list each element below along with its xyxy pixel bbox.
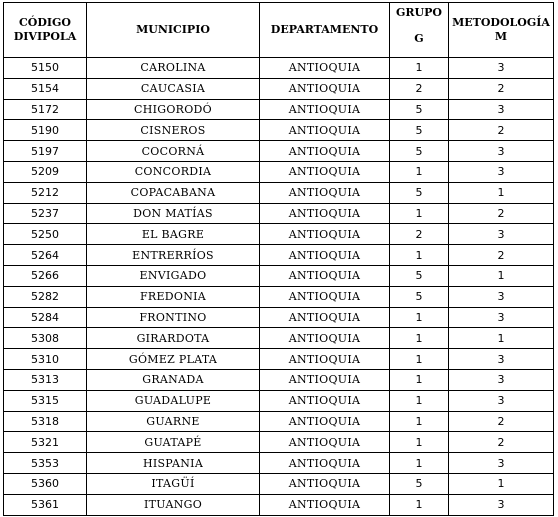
cell-departamento: ANTIOQUIA <box>260 78 390 99</box>
cell-grupo: 5 <box>390 99 449 120</box>
cell-departamento: ANTIOQUIA <box>260 349 390 370</box>
header-codigo: CÓDIGO DIVIPOLA <box>4 3 87 58</box>
cell-departamento: ANTIOQUIA <box>260 161 390 182</box>
header-metodologia: METODOLOGÍA M <box>449 3 554 58</box>
cell-departamento: ANTIOQUIA <box>260 141 390 162</box>
cell-municipio: GUADALUPE <box>87 390 260 411</box>
cell-municipio: CONCORDIA <box>87 161 260 182</box>
table-row <box>4 286 554 307</box>
table-row <box>4 328 554 349</box>
cell-codigo: 5310 <box>4 349 87 370</box>
cell-metodologia: 2 <box>449 432 554 453</box>
cell-grupo: 5 <box>390 182 449 203</box>
cell-departamento: ANTIOQUIA <box>260 453 390 474</box>
cell-grupo: 2 <box>390 78 449 99</box>
cell-municipio: CAUCASIA <box>87 78 260 99</box>
cell-municipio: FREDONIA <box>87 286 260 307</box>
cell-grupo: 1 <box>390 369 449 390</box>
cell-grupo: 1 <box>390 453 449 474</box>
cell-codigo: 5266 <box>4 265 87 286</box>
cell-grupo: 5 <box>390 120 449 141</box>
cell-metodologia: 3 <box>449 390 554 411</box>
cell-codigo: 5315 <box>4 390 87 411</box>
cell-departamento: ANTIOQUIA <box>260 203 390 224</box>
cell-grupo: 1 <box>390 328 449 349</box>
cell-grupo: 2 <box>390 224 449 245</box>
cell-grupo: 1 <box>390 161 449 182</box>
cell-municipio: GUATAPÉ <box>87 432 260 453</box>
cell-departamento: ANTIOQUIA <box>260 286 390 307</box>
cell-municipio: ENTRERRÍOS <box>87 245 260 266</box>
cell-metodologia: 3 <box>449 307 554 328</box>
cell-metodologia: 3 <box>449 161 554 182</box>
cell-codigo: 5250 <box>4 224 87 245</box>
table-body <box>4 58 554 516</box>
cell-codigo: 5360 <box>4 473 87 494</box>
header-grupo-line2: G <box>414 32 424 45</box>
cell-grupo: 1 <box>390 349 449 370</box>
cell-metodologia: 1 <box>449 182 554 203</box>
municipios-table <box>3 2 554 516</box>
cell-metodologia: 1 <box>449 473 554 494</box>
cell-codigo: 5154 <box>4 78 87 99</box>
cell-metodologia: 2 <box>449 78 554 99</box>
table-row <box>4 411 554 432</box>
cell-metodologia: 1 <box>449 265 554 286</box>
cell-municipio: COCORNÁ <box>87 141 260 162</box>
cell-grupo: 1 <box>390 203 449 224</box>
cell-metodologia: 3 <box>449 369 554 390</box>
cell-grupo: 5 <box>390 265 449 286</box>
cell-metodologia: 3 <box>449 494 554 515</box>
cell-departamento: ANTIOQUIA <box>260 369 390 390</box>
cell-departamento: ANTIOQUIA <box>260 265 390 286</box>
cell-grupo: 1 <box>390 411 449 432</box>
cell-municipio: DON MATÍAS <box>87 203 260 224</box>
cell-municipio: GÓMEZ PLATA <box>87 349 260 370</box>
table-row <box>4 99 554 120</box>
cell-municipio: EL BAGRE <box>87 224 260 245</box>
cell-departamento: ANTIOQUIA <box>260 473 390 494</box>
cell-municipio: COPACABANA <box>87 182 260 203</box>
cell-departamento: ANTIOQUIA <box>260 390 390 411</box>
cell-metodologia: 2 <box>449 120 554 141</box>
cell-departamento: ANTIOQUIA <box>260 432 390 453</box>
cell-codigo: 5282 <box>4 286 87 307</box>
table-row <box>4 453 554 474</box>
cell-departamento: ANTIOQUIA <box>260 494 390 515</box>
table-row <box>4 203 554 224</box>
cell-grupo: 5 <box>390 286 449 307</box>
cell-municipio: CISNEROS <box>87 120 260 141</box>
header-municipio: MUNICIPIO <box>87 3 260 58</box>
cell-metodologia: 2 <box>449 245 554 266</box>
cell-municipio: CAROLINA <box>87 58 260 79</box>
cell-codigo: 5190 <box>4 120 87 141</box>
header-row <box>4 3 554 58</box>
table-row <box>4 58 554 79</box>
header-grupo <box>390 3 449 58</box>
table-row <box>4 161 554 182</box>
cell-codigo: 5318 <box>4 411 87 432</box>
cell-departamento: ANTIOQUIA <box>260 224 390 245</box>
cell-municipio: HISPANIA <box>87 453 260 474</box>
table-row <box>4 120 554 141</box>
table-row <box>4 390 554 411</box>
cell-metodologia: 3 <box>449 286 554 307</box>
cell-municipio: GUARNE <box>87 411 260 432</box>
table-header <box>4 3 554 58</box>
cell-departamento: ANTIOQUIA <box>260 411 390 432</box>
cell-grupo: 5 <box>390 141 449 162</box>
cell-metodologia: 3 <box>449 99 554 120</box>
cell-codigo: 5237 <box>4 203 87 224</box>
cell-municipio: ITUANGO <box>87 494 260 515</box>
cell-grupo: 1 <box>390 245 449 266</box>
table-row <box>4 265 554 286</box>
cell-metodologia: 2 <box>449 203 554 224</box>
table-row <box>4 141 554 162</box>
cell-departamento: ANTIOQUIA <box>260 245 390 266</box>
table-row <box>4 349 554 370</box>
cell-codigo: 5308 <box>4 328 87 349</box>
table-row <box>4 224 554 245</box>
table-row <box>4 473 554 494</box>
cell-grupo: 5 <box>390 473 449 494</box>
table-row <box>4 369 554 390</box>
cell-municipio: ENVIGADO <box>87 265 260 286</box>
cell-codigo: 5313 <box>4 369 87 390</box>
table-row <box>4 182 554 203</box>
cell-metodologia: 3 <box>449 349 554 370</box>
cell-municipio: CHIGORODÓ <box>87 99 260 120</box>
cell-metodologia: 2 <box>449 411 554 432</box>
header-departamento: DEPARTAMENTO <box>260 3 390 58</box>
cell-metodologia: 3 <box>449 453 554 474</box>
cell-grupo: 1 <box>390 390 449 411</box>
table-row <box>4 78 554 99</box>
cell-municipio: ITAGÜÍ <box>87 473 260 494</box>
cell-codigo: 5209 <box>4 161 87 182</box>
cell-codigo: 5212 <box>4 182 87 203</box>
table-row <box>4 432 554 453</box>
cell-departamento: ANTIOQUIA <box>260 99 390 120</box>
cell-grupo: 1 <box>390 432 449 453</box>
cell-metodologia: 3 <box>449 141 554 162</box>
table-row <box>4 307 554 328</box>
cell-codigo: 5172 <box>4 99 87 120</box>
header-grupo-line1: GRUPO <box>396 6 442 19</box>
cell-municipio: FRONTINO <box>87 307 260 328</box>
cell-metodologia: 1 <box>449 328 554 349</box>
cell-departamento: ANTIOQUIA <box>260 182 390 203</box>
cell-codigo: 5361 <box>4 494 87 515</box>
cell-codigo: 5197 <box>4 141 87 162</box>
cell-codigo: 5150 <box>4 58 87 79</box>
cell-codigo: 5353 <box>4 453 87 474</box>
cell-grupo: 1 <box>390 58 449 79</box>
cell-departamento: ANTIOQUIA <box>260 328 390 349</box>
table-row <box>4 245 554 266</box>
cell-grupo: 1 <box>390 494 449 515</box>
table-row <box>4 494 554 515</box>
cell-codigo: 5321 <box>4 432 87 453</box>
cell-grupo: 1 <box>390 307 449 328</box>
cell-municipio: GIRARDOTA <box>87 328 260 349</box>
cell-codigo: 5284 <box>4 307 87 328</box>
cell-departamento: ANTIOQUIA <box>260 58 390 79</box>
cell-metodologia: 3 <box>449 58 554 79</box>
cell-metodologia: 3 <box>449 224 554 245</box>
cell-municipio: GRANADA <box>87 369 260 390</box>
cell-codigo: 5264 <box>4 245 87 266</box>
cell-departamento: ANTIOQUIA <box>260 120 390 141</box>
cell-departamento: ANTIOQUIA <box>260 307 390 328</box>
